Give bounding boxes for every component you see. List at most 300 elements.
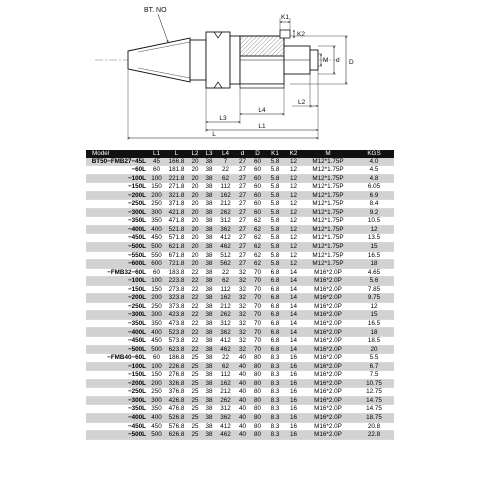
cell-l1: 400 <box>148 328 165 337</box>
table-row <box>86 225 394 234</box>
cell-D: 80 <box>250 379 265 388</box>
cell-l: 181.8 <box>165 166 188 175</box>
cell-k2: 12 <box>285 183 302 192</box>
cell-l1: 200 <box>148 379 165 388</box>
cell-m: M16*2.0P <box>302 319 354 328</box>
table-row <box>86 217 394 226</box>
cell-l4: 362 <box>216 225 235 234</box>
cell-l3: 38 <box>202 158 216 166</box>
cell-m: M12*1.75P <box>302 234 354 243</box>
cell-l1: 60 <box>148 268 165 277</box>
cell-m: M16*2.0P <box>302 396 354 405</box>
cell-model: −FMB32−60L <box>86 268 148 277</box>
cell-m: M16*2.0P <box>302 379 354 388</box>
cell-l1: 100 <box>148 362 165 371</box>
cell-l: 423.8 <box>165 311 188 320</box>
cell-l4: 512 <box>216 251 235 260</box>
cell-d: 32 <box>235 319 250 328</box>
cell-d: 27 <box>235 183 250 192</box>
cell-l2: 22 <box>188 302 202 311</box>
table-row <box>86 277 394 286</box>
cell-l3: 38 <box>202 251 216 260</box>
cell-l3: 38 <box>202 422 216 431</box>
cell-l4: 162 <box>216 379 235 388</box>
cell-l4: 7 <box>216 158 235 166</box>
cell-model: −100L <box>86 277 148 286</box>
cell-l: 373.8 <box>165 302 188 311</box>
cell-l1: 300 <box>148 396 165 405</box>
cell-d: 32 <box>235 285 250 294</box>
cell-k1: 6.8 <box>265 345 285 354</box>
cell-l2: 22 <box>188 328 202 337</box>
cell-m: M12*1.75P <box>302 200 354 209</box>
cell-k1: 8.3 <box>265 405 285 414</box>
cell-l3: 38 <box>202 277 216 286</box>
cell-k2: 16 <box>285 371 302 380</box>
cell-d: 32 <box>235 337 250 346</box>
cell-l3: 38 <box>202 328 216 337</box>
cell-kgs: 7.5 <box>354 371 394 380</box>
cell-l4: 362 <box>216 328 235 337</box>
cell-l2: 25 <box>188 396 202 405</box>
cell-model: −450L <box>86 422 148 431</box>
cell-d: 27 <box>235 260 250 269</box>
cell-l: 523.8 <box>165 328 188 337</box>
cell-l: 573.8 <box>165 337 188 346</box>
cell-k2: 12 <box>285 191 302 200</box>
cell-l3: 38 <box>202 405 216 414</box>
header-l2: L2 <box>188 150 202 158</box>
drive-key <box>280 30 290 38</box>
cell-l3: 38 <box>202 183 216 192</box>
cell-k1: 5.8 <box>265 251 285 260</box>
cell-model: −200L <box>86 379 148 388</box>
cell-k1: 6.8 <box>265 328 285 337</box>
table-row <box>86 422 394 431</box>
cell-l: 186.8 <box>165 354 188 363</box>
cell-D: 60 <box>250 191 265 200</box>
cell-l: 223.8 <box>165 277 188 286</box>
cell-l1: 250 <box>148 302 165 311</box>
cell-l: 321.8 <box>165 191 188 200</box>
cell-l1: 300 <box>148 208 165 217</box>
cell-k2: 16 <box>285 379 302 388</box>
cell-k1: 5.8 <box>265 260 285 269</box>
cell-l1: 350 <box>148 319 165 328</box>
cell-l: 471.8 <box>165 217 188 226</box>
cell-m: M16*2.0P <box>302 277 354 286</box>
cell-model: −500L <box>86 243 148 252</box>
cell-l4: 112 <box>216 371 235 380</box>
cell-m: M16*2.0P <box>302 294 354 303</box>
cell-l4: 412 <box>216 337 235 346</box>
technical-drawing <box>0 0 480 150</box>
cell-k1: 5.8 <box>265 158 285 166</box>
cell-k2: 14 <box>285 345 302 354</box>
table-row <box>86 158 394 166</box>
cell-m: M12*1.75P <box>302 191 354 200</box>
table-row <box>86 405 394 414</box>
cell-d: 40 <box>235 388 250 397</box>
cell-k1: 8.3 <box>265 413 285 422</box>
table-row <box>86 371 394 380</box>
cell-l1: 450 <box>148 422 165 431</box>
cell-l2: 25 <box>188 354 202 363</box>
cell-kgs: 22.8 <box>354 431 394 440</box>
cell-d: 40 <box>235 371 250 380</box>
cell-model: −250L <box>86 200 148 209</box>
cell-l4: 112 <box>216 285 235 294</box>
cell-l1: 400 <box>148 413 165 422</box>
cell-l3: 38 <box>202 166 216 175</box>
cell-l2: 20 <box>188 183 202 192</box>
cell-l3: 38 <box>202 337 216 346</box>
cell-d: 40 <box>235 413 250 422</box>
cell-l1: 400 <box>148 225 165 234</box>
cell-l1: 550 <box>148 251 165 260</box>
cell-kgs: 16.5 <box>354 251 394 260</box>
cell-D: 70 <box>250 285 265 294</box>
label-l4: L4 <box>258 107 266 114</box>
cell-l4: 462 <box>216 243 235 252</box>
cell-d: 40 <box>235 396 250 405</box>
cell-l2: 25 <box>188 362 202 371</box>
cell-D: 80 <box>250 362 265 371</box>
table-row <box>86 260 394 269</box>
cell-D: 80 <box>250 405 265 414</box>
cell-model: −500L <box>86 431 148 440</box>
cell-m: M16*2.0P <box>302 337 354 346</box>
cell-D: 70 <box>250 319 265 328</box>
cell-l1: 450 <box>148 337 165 346</box>
cell-d: 32 <box>235 302 250 311</box>
cell-d: 27 <box>235 251 250 260</box>
cell-m: M16*2.0P <box>302 354 354 363</box>
cell-kgs: 18 <box>354 328 394 337</box>
cell-m: M16*2.0P <box>302 431 354 440</box>
cell-D: 70 <box>250 337 265 346</box>
cell-model: −400L <box>86 328 148 337</box>
label-m: M <box>323 57 329 64</box>
cell-l3: 38 <box>202 268 216 277</box>
cell-k1: 5.8 <box>265 174 285 183</box>
cell-kgs: 5.5 <box>354 354 394 363</box>
cell-k2: 14 <box>285 277 302 286</box>
cell-D: 70 <box>250 328 265 337</box>
cell-kgs: 10.5 <box>354 217 394 226</box>
cell-d: 40 <box>235 362 250 371</box>
cell-k2: 16 <box>285 422 302 431</box>
cell-D: 60 <box>250 208 265 217</box>
cell-D: 70 <box>250 345 265 354</box>
cell-model: −300L <box>86 208 148 217</box>
cell-l3: 38 <box>202 379 216 388</box>
cell-l3: 38 <box>202 431 216 440</box>
cell-model: −300L <box>86 396 148 405</box>
cell-l3: 38 <box>202 371 216 380</box>
cell-l4: 22 <box>216 268 235 277</box>
table-row <box>86 174 394 183</box>
cell-l3: 38 <box>202 345 216 354</box>
cell-k2: 12 <box>285 251 302 260</box>
spec-table <box>86 150 394 440</box>
header-d: d <box>235 150 250 158</box>
cell-d: 27 <box>235 158 250 166</box>
cell-k2: 16 <box>285 354 302 363</box>
cell-k1: 8.3 <box>265 431 285 440</box>
cell-D: 70 <box>250 302 265 311</box>
cell-model: −350L <box>86 405 148 414</box>
cell-k2: 12 <box>285 200 302 209</box>
label-bt-no: BT. NO <box>144 7 167 14</box>
cell-l4: 112 <box>216 183 235 192</box>
header-l3: L3 <box>202 150 216 158</box>
cell-D: 60 <box>250 183 265 192</box>
cell-D: 70 <box>250 268 265 277</box>
cell-kgs: 10.75 <box>354 379 394 388</box>
cell-d: 32 <box>235 345 250 354</box>
cell-d: 40 <box>235 431 250 440</box>
cell-m: M16*2.0P <box>302 268 354 277</box>
cell-l4: 412 <box>216 234 235 243</box>
table-row <box>86 337 394 346</box>
cell-model: −400L <box>86 413 148 422</box>
cell-D: 80 <box>250 422 265 431</box>
cell-d: 40 <box>235 354 250 363</box>
cell-kgs: 15 <box>354 311 394 320</box>
cell-l4: 22 <box>216 354 235 363</box>
cell-model: −400L <box>86 225 148 234</box>
cell-l: 671.8 <box>165 251 188 260</box>
cell-l: 226.8 <box>165 362 188 371</box>
cell-l3: 38 <box>202 191 216 200</box>
cell-model: −FMB40−60L <box>86 354 148 363</box>
cell-model: −200L <box>86 191 148 200</box>
cell-k2: 12 <box>285 234 302 243</box>
cell-l4: 262 <box>216 208 235 217</box>
cell-l4: 162 <box>216 191 235 200</box>
cell-l2: 20 <box>188 260 202 269</box>
cell-kgs: 6.9 <box>354 191 394 200</box>
cell-l1: 300 <box>148 311 165 320</box>
cell-k1: 8.3 <box>265 379 285 388</box>
cell-l2: 20 <box>188 251 202 260</box>
label-l2: L2 <box>298 99 306 106</box>
cell-l3: 38 <box>202 294 216 303</box>
cell-l4: 62 <box>216 362 235 371</box>
cell-model: −450L <box>86 337 148 346</box>
cell-l3: 38 <box>202 388 216 397</box>
cell-l4: 212 <box>216 388 235 397</box>
header-model: Model <box>86 150 148 158</box>
cell-l4: 212 <box>216 302 235 311</box>
neck <box>190 40 206 80</box>
header-k1: K1 <box>265 150 285 158</box>
cell-model: −150L <box>86 183 148 192</box>
cell-l2: 22 <box>188 268 202 277</box>
table-row <box>86 166 394 175</box>
cell-l1: 350 <box>148 217 165 226</box>
cell-k1: 5.8 <box>265 243 285 252</box>
flange <box>206 32 230 88</box>
cell-l1: 150 <box>148 183 165 192</box>
cell-kgs: 8.4 <box>354 200 394 209</box>
cell-m: M12*1.75P <box>302 158 354 166</box>
table-row <box>86 311 394 320</box>
cell-k2: 12 <box>285 158 302 166</box>
table-row <box>86 243 394 252</box>
cell-m: M12*1.75P <box>302 243 354 252</box>
cell-l2: 25 <box>188 371 202 380</box>
cell-d: 27 <box>235 166 250 175</box>
cell-k2: 12 <box>285 166 302 175</box>
cell-l1: 45 <box>148 158 165 166</box>
cell-kgs: 9.75 <box>354 294 394 303</box>
cell-k1: 8.3 <box>265 354 285 363</box>
table-row <box>86 354 394 363</box>
cell-model: −200L <box>86 294 148 303</box>
cell-l4: 312 <box>216 405 235 414</box>
cell-kgs: 14.75 <box>354 396 394 405</box>
cell-l2: 20 <box>188 225 202 234</box>
cell-l3: 38 <box>202 354 216 363</box>
cell-m: M16*2.0P <box>302 413 354 422</box>
table-row <box>86 379 394 388</box>
cell-D: 62 <box>250 243 265 252</box>
cell-m: M12*1.75P <box>302 166 354 175</box>
cell-k2: 12 <box>285 243 302 252</box>
cell-model: −500L <box>86 345 148 354</box>
cell-kgs: 4.5 <box>354 166 394 175</box>
cell-m: M16*2.0P <box>302 328 354 337</box>
cell-l1: 200 <box>148 294 165 303</box>
cell-l4: 312 <box>216 319 235 328</box>
cell-kgs: 9.2 <box>354 208 394 217</box>
cell-D: 62 <box>250 234 265 243</box>
cell-k1: 5.8 <box>265 225 285 234</box>
cell-k2: 14 <box>285 268 302 277</box>
body-section-hatch <box>240 36 284 56</box>
cell-d: 32 <box>235 277 250 286</box>
cell-kgs: 16.5 <box>354 319 394 328</box>
cell-k2: 14 <box>285 319 302 328</box>
cell-kgs: 18 <box>354 260 394 269</box>
cell-m: M12*1.75P <box>302 208 354 217</box>
cell-model: −150L <box>86 285 148 294</box>
cell-d: 40 <box>235 422 250 431</box>
cell-k2: 16 <box>285 388 302 397</box>
cell-l2: 25 <box>188 431 202 440</box>
cell-D: 70 <box>250 277 265 286</box>
cell-l1: 150 <box>148 371 165 380</box>
cell-kgs: 12 <box>354 225 394 234</box>
cell-model: −250L <box>86 302 148 311</box>
cell-model: −450L <box>86 234 148 243</box>
label-l3: L3 <box>219 115 227 122</box>
cell-d: 40 <box>235 379 250 388</box>
cell-k1: 5.8 <box>265 217 285 226</box>
cell-l3: 38 <box>202 311 216 320</box>
cell-l1: 350 <box>148 405 165 414</box>
cell-D: 80 <box>250 431 265 440</box>
cell-l4: 562 <box>216 260 235 269</box>
cell-k1: 8.3 <box>265 388 285 397</box>
cell-m: M12*1.75P <box>302 225 354 234</box>
cell-l3: 38 <box>202 200 216 209</box>
cell-l2: 20 <box>188 234 202 243</box>
table-row <box>86 388 394 397</box>
cell-k2: 16 <box>285 413 302 422</box>
cell-l4: 62 <box>216 277 235 286</box>
cell-k1: 5.8 <box>265 208 285 217</box>
cell-l2: 20 <box>188 243 202 252</box>
cell-l2: 25 <box>188 422 202 431</box>
cell-d: 32 <box>235 294 250 303</box>
cell-l4: 462 <box>216 345 235 354</box>
cell-d: 27 <box>235 234 250 243</box>
cell-l4: 262 <box>216 311 235 320</box>
cell-l: 623.8 <box>165 345 188 354</box>
cell-d: 32 <box>235 311 250 320</box>
cell-k1: 5.8 <box>265 234 285 243</box>
cell-l2: 22 <box>188 285 202 294</box>
cell-k1: 8.3 <box>265 422 285 431</box>
cell-d: 27 <box>235 243 250 252</box>
cell-l2: 25 <box>188 388 202 397</box>
cell-model: −350L <box>86 217 148 226</box>
cell-l2: 20 <box>188 158 202 166</box>
cell-l2: 22 <box>188 277 202 286</box>
cell-k1: 5.8 <box>265 166 285 175</box>
cell-l2: 20 <box>188 166 202 175</box>
cell-l2: 25 <box>188 413 202 422</box>
cell-D: 62 <box>250 225 265 234</box>
cell-l4: 22 <box>216 166 235 175</box>
cell-k1: 5.8 <box>265 191 285 200</box>
cell-m: M16*2.0P <box>302 285 354 294</box>
cell-kgs: 6.7 <box>354 362 394 371</box>
cell-l: 271.8 <box>165 183 188 192</box>
cell-d: 27 <box>235 225 250 234</box>
cell-l: 521.8 <box>165 225 188 234</box>
cell-l3: 38 <box>202 174 216 183</box>
cell-m: M16*2.0P <box>302 422 354 431</box>
cell-k2: 12 <box>285 174 302 183</box>
cell-m: M16*2.0P <box>302 405 354 414</box>
cell-l: 221.8 <box>165 174 188 183</box>
cell-m: M16*2.0P <box>302 371 354 380</box>
tool-holder-drawing-svg <box>0 0 480 150</box>
cell-kgs: 18.5 <box>354 337 394 346</box>
cell-k1: 6.8 <box>265 337 285 346</box>
cell-kgs: 5.6 <box>354 277 394 286</box>
cell-k1: 8.3 <box>265 371 285 380</box>
cell-model: −250L <box>86 388 148 397</box>
cell-k2: 16 <box>285 362 302 371</box>
cell-l1: 500 <box>148 345 165 354</box>
cell-D: 80 <box>250 413 265 422</box>
cell-l2: 22 <box>188 311 202 320</box>
cell-m: M12*1.75P <box>302 260 354 269</box>
cell-D: 80 <box>250 371 265 380</box>
cell-l3: 38 <box>202 396 216 405</box>
cell-k2: 14 <box>285 302 302 311</box>
cell-k2: 14 <box>285 294 302 303</box>
table-row <box>86 183 394 192</box>
cell-l: 183.8 <box>165 268 188 277</box>
cell-l2: 22 <box>188 294 202 303</box>
cell-kgs: 7.85 <box>354 285 394 294</box>
